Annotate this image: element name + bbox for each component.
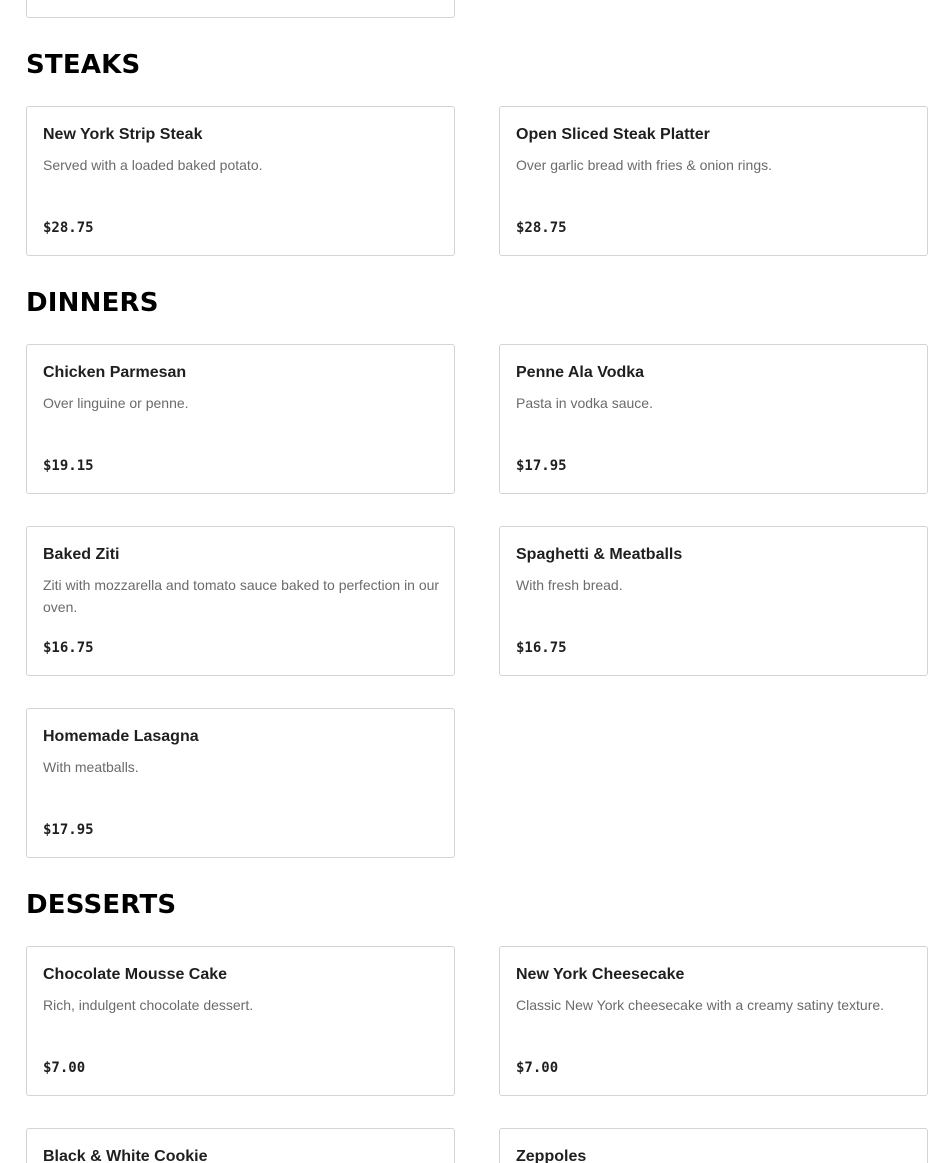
item-description: Rich, indulgent chocolate dessert.: [43, 997, 254, 1013]
item-price: $17.95: [43, 822, 94, 838]
item-name: Zeppoles: [516, 1148, 587, 1163]
item-name: New York Cheesecake: [516, 966, 685, 983]
section-title-steaks: STEAKS: [26, 50, 141, 80]
item-price: $16.75: [516, 640, 567, 656]
item-description: With fresh bread.: [516, 577, 623, 593]
item-description: Over garlic bread with fries & onion rings.: [516, 157, 772, 173]
menu-item-card[interactable]: [26, 344, 455, 494]
item-name: Chicken Parmesan: [43, 364, 187, 381]
item-description: Classic New York cheesecake with a creamy satiny texture.: [516, 997, 885, 1013]
menu-item-card[interactable]: [499, 1128, 928, 1163]
item-name: New York Strip Steak: [43, 126, 203, 143]
item-name: Chocolate Mousse Cake: [43, 966, 228, 983]
menu-item-card[interactable]: [499, 106, 928, 256]
item-price: $28.75: [516, 220, 567, 236]
menu-item-card[interactable]: [499, 526, 928, 676]
item-price: $7.00: [43, 1060, 86, 1076]
menu-item-card[interactable]: [26, 526, 455, 676]
item-name: Spaghetti & Meatballs: [516, 546, 683, 563]
section-title-dinners: DINNERS: [26, 288, 159, 318]
menu-item-card[interactable]: [26, 946, 455, 1096]
section-title-desserts: DESSERTS: [26, 890, 177, 920]
menu-item-card[interactable]: [26, 1128, 455, 1163]
item-name: Homemade Lasagna: [43, 728, 199, 745]
item-price: $16.75: [43, 640, 94, 656]
item-description: Over linguine or penne.: [43, 395, 189, 411]
menu-item-card[interactable]: [26, 708, 455, 858]
item-price: $19.15: [43, 458, 94, 474]
item-description: Served with a loaded baked potato.: [43, 157, 263, 173]
item-name: Baked Ziti: [43, 546, 120, 563]
item-description: Ziti with mozzarella and tomato sauce baked to perfection in our oven.: [43, 577, 440, 615]
menu-item-card[interactable]: [499, 344, 928, 494]
item-name: Black & White Cookie: [43, 1148, 208, 1163]
item-price: $28.75: [43, 220, 94, 236]
item-price: $17.95: [516, 458, 567, 474]
menu-item-card[interactable]: [499, 946, 928, 1096]
item-price: $7.00: [516, 1060, 559, 1076]
item-name: Penne Ala Vodka: [516, 364, 645, 381]
menu-item-card[interactable]: [26, 0, 455, 18]
item-description: With meatballs.: [43, 759, 139, 775]
menu-item-card[interactable]: [26, 106, 455, 256]
item-name: Open Sliced Steak Platter: [516, 126, 710, 143]
item-description: Pasta in vodka sauce.: [516, 395, 653, 411]
